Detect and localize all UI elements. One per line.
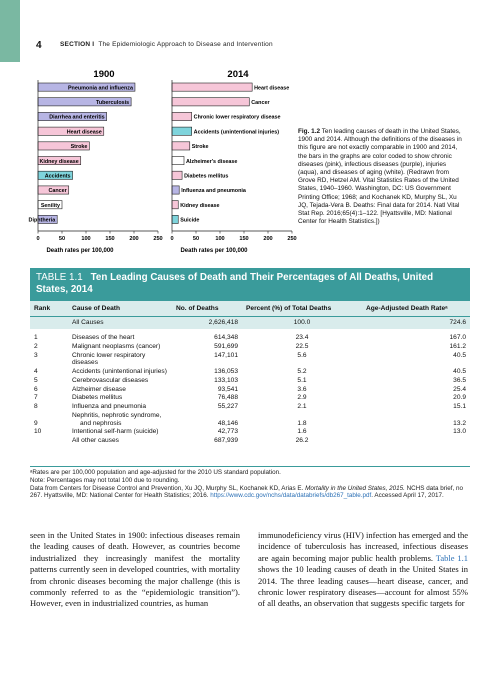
cell-deaths: 147,101 — [214, 351, 238, 359]
cell-percent: 5.1 — [297, 376, 307, 384]
x-tick-label: 0 — [36, 236, 40, 242]
table-row — [30, 403, 470, 412]
cell-rank — [30, 317, 68, 329]
col-header-percent: Percent (%) of Total Deaths — [242, 301, 362, 317]
cell-deaths: 591,699 — [214, 342, 238, 350]
bar-label: Diabetes mellitus — [184, 173, 229, 180]
table-title-bar — [30, 268, 470, 300]
cell-rate: 20.9 — [453, 394, 466, 402]
cell-deaths: 136,053 — [214, 368, 238, 376]
cell-cause: Accidents (unintentional injuries) — [72, 368, 167, 376]
bar-label: Pneumonia and influenza — [67, 85, 133, 92]
cell-rank: 1 — [34, 334, 38, 342]
cell-percent: 26.2 — [295, 437, 309, 445]
body-column-right: immunodeficiency virus (HIV) infection has emerged and the incidence of tuberculosis has increased, infectious diseases are again becoming major public health problems. Table 1.1 shows the 10 leading causes of death in the United States in 2014. The three leading causes—heart disease, cancer, and chronic lower respiratory diseases—account for almost 55% of all deaths, an observation that suggests specific targets for — [258, 530, 468, 609]
source-link[interactable]: https://www.cdc.gov/nchs/data/databriefs/db267_table.pdf — [210, 492, 372, 500]
cell-percent: 2.1 — [297, 403, 307, 411]
table-row — [30, 376, 470, 385]
cell-percent: 5.2 — [297, 368, 307, 376]
bar-label: Heart disease — [254, 85, 290, 92]
cell-rate: 36.5 — [453, 376, 466, 384]
cell-rank: 4 — [34, 368, 38, 376]
table-row — [30, 342, 470, 351]
cell-rank: 10 — [34, 428, 42, 436]
cell-cause: Influenza and pneumonia — [72, 403, 147, 411]
table-row — [30, 334, 470, 343]
bar-label: Stroke — [191, 144, 209, 151]
figure-caption-text: Ten leading causes of death in the United States, 1900 and 2014. Although the definitions of the diseases in this figure are not exactly comparable in 1900 and 2014, the bars in the graphs are color coded to show chronic diseases (pink), infectious diseases (purple), injuries (aqua), and diseases of aging (white). (Redrawn from Grove RD, Hetzel AM. Vital Statistics Rates of the United States, 1940–1960. Washington, DC: US Government Printing Office; 1968; and Kochanek KD, Murphy SL, Xu JQ, Tejada-Vera B. Deaths: Final data for 2014. Natl Vital Stat Rep. 2016;65(4):1–122. [Hyattsville, MD: National Center for Health Statistics.]) — [298, 128, 462, 226]
chart-title: 2014 — [227, 69, 249, 80]
bar-label: Senility — [40, 202, 60, 209]
page-edge-tab — [0, 0, 20, 62]
cell-rate: 724.6 — [362, 317, 470, 329]
bar — [172, 98, 249, 106]
cell-cause: Intentional self-harm (suicide) — [72, 428, 159, 436]
cell-deaths: 93,541 — [217, 385, 238, 393]
table-title: Ten Leading Causes of Death and Their Percentages of All Deaths, United States, 2014 — [36, 272, 434, 295]
bar — [172, 127, 192, 135]
cell-rank: 8 — [34, 403, 38, 411]
table-row — [30, 411, 470, 427]
bar-label: Suicide — [180, 217, 200, 224]
cell-rank: 5 — [34, 376, 38, 384]
cell-rate: 161.2 — [449, 342, 466, 350]
section-title: The Epidemiologic Approach to Disease and Intervention — [98, 41, 273, 48]
section-label: SECTION I — [60, 41, 95, 48]
figure-label: Fig. 1.2 — [298, 128, 321, 135]
col-header-rate: Age-Adjusted Death Rateᵃ — [362, 301, 470, 317]
table-row — [30, 428, 470, 437]
cell-percent: 100.0 — [242, 317, 362, 329]
bar-label: Chronic lower respiratory disease — [193, 114, 281, 121]
cell-deaths: 687,939 — [214, 437, 238, 445]
x-tick-label: 100 — [215, 236, 225, 242]
cell-rate: 15.1 — [453, 403, 466, 411]
x-tick-label: 150 — [105, 236, 115, 242]
bar — [172, 142, 190, 150]
x-tick-label: 100 — [81, 236, 91, 242]
bar-label: Accidents — [44, 173, 71, 180]
bar — [172, 215, 178, 223]
table-label: TABLE 1.1 — [36, 272, 83, 283]
cell-rate: 167.0 — [449, 334, 466, 342]
bar — [172, 83, 252, 91]
x-tick-label: 50 — [192, 236, 200, 242]
bar — [172, 157, 184, 165]
cell-rate: 13.2 — [453, 419, 466, 427]
cell-rank: 7 — [34, 394, 38, 402]
x-tick-label: 250 — [287, 236, 297, 242]
col-header-deaths: No. of Deaths — [172, 301, 242, 317]
footnote-rate: ᵃRates are per 100,000 population and age-adjusted for the 2010 US standard population. — [30, 469, 281, 476]
cell-deaths: 76,488 — [217, 394, 238, 402]
cell-percent: 3.6 — [297, 385, 307, 393]
cell-deaths: 614,348 — [214, 334, 238, 342]
table-1-1 — [30, 268, 470, 468]
bar-label: Diphtheria — [28, 217, 56, 224]
cell-deaths: 55,227 — [217, 403, 238, 411]
bar-label: Tuberculosis — [95, 100, 130, 106]
bar-label: Diarrhea and enteritis — [49, 114, 105, 121]
cell-cause: Cerebrovascular diseases — [72, 376, 149, 384]
table-reference-link[interactable]: Table 1.1 — [435, 552, 468, 563]
bar — [172, 201, 178, 209]
cell-cause: All Causes — [68, 317, 172, 329]
x-tick-label: 200 — [263, 236, 273, 242]
cell-rank: 9 — [34, 419, 38, 427]
bar-label: Cancer — [48, 188, 67, 195]
cell-rank: 3 — [34, 351, 38, 359]
table-header-row — [30, 301, 470, 317]
cell-cause: Diabetes mellitus — [72, 394, 123, 402]
bar — [172, 171, 182, 179]
x-tick-label: 0 — [170, 236, 174, 242]
cell-rate: 13.0 — [453, 428, 466, 436]
cell-percent: 1.6 — [297, 428, 307, 436]
bar-label: Alzheimer's disease — [186, 158, 238, 165]
cell-cause: All other causes — [72, 437, 119, 445]
bar-label: Kidney disease — [39, 158, 79, 165]
cell-percent: 1.8 — [297, 419, 307, 427]
bar-label: Accidents (unintentional injuries) — [193, 129, 280, 136]
cell-deaths: 42,773 — [217, 428, 238, 436]
table-row — [30, 394, 470, 403]
bar-label: Stroke — [70, 144, 88, 151]
cell-percent: 5.6 — [297, 351, 307, 359]
bar-label: Kidney disease — [180, 202, 220, 209]
table-row-all-causes — [30, 317, 470, 329]
cell-cause: Malignant neoplasms (cancer) — [72, 342, 161, 350]
cell-rate: 25.4 — [453, 385, 466, 393]
running-header — [60, 41, 273, 48]
table-row — [30, 368, 470, 377]
cell-cause: Diseases of the heart — [72, 334, 135, 342]
col-header-rank: Rank — [30, 301, 68, 317]
figure-charts — [28, 64, 297, 254]
chart-2014 — [170, 69, 296, 254]
footnote-note: Note: Percentages may not total 100 due to rounding. — [30, 476, 180, 484]
cell-rank: 2 — [34, 342, 38, 350]
bar — [172, 112, 192, 120]
chart-1900 — [29, 69, 163, 254]
x-axis-label: Death rates per 100,000 — [180, 248, 248, 254]
x-tick-label: 50 — [58, 236, 66, 242]
cell-percent: 23.4 — [295, 334, 309, 342]
x-axis-label: Death rates per 100,000 — [46, 248, 114, 254]
cell-rank: 6 — [34, 385, 38, 393]
cell-percent: 2.9 — [297, 394, 307, 402]
page-number: 4 — [36, 40, 42, 51]
cell-cause: Chronic lower respiratory diseases — [72, 351, 146, 367]
footnote-source: Data from Centers for Disease Control and Prevention, Xu JQ, Murphy SL, Kochanek KD, Arias E. Mortality in the United States, 2015. NCHS data brief, no 267. Hyattsville, MD: National Center for Health Statistics; 2016. https://www.cdc.gov/nchs/data/databriefs/db267_table.pdf. Accessed April 17, 2017. — [30, 484, 463, 500]
table-row — [30, 437, 470, 446]
table-row — [30, 351, 470, 367]
cell-deaths: 48,146 — [217, 419, 238, 427]
cell-cause: Nephritis, nephrotic syndrome, and nephrosis — [72, 412, 162, 427]
cell-rank — [30, 437, 68, 446]
bar-label: Heart disease — [66, 129, 102, 136]
cell-rate: 40.5 — [453, 351, 466, 359]
bar-label: Influenza and pneumonia — [181, 188, 246, 195]
cell-rate — [362, 437, 470, 446]
cell-rate: 40.5 — [453, 368, 466, 376]
chart-title: 1900 — [93, 69, 115, 80]
cell-percent: 22.5 — [295, 342, 309, 350]
bar-label: Cancer — [251, 100, 270, 106]
x-tick-label: 200 — [129, 236, 139, 242]
data-table — [30, 300, 470, 445]
cell-deaths: 2,626,418 — [172, 317, 242, 329]
table-row — [30, 385, 470, 394]
figure-caption — [298, 128, 466, 226]
bar — [172, 186, 179, 194]
x-tick-label: 150 — [239, 236, 249, 242]
body-column-left: seen in the United States in 1900: infectious diseases remain the leading causes of death. However, as countries become industrialized they increasingly manifest the mortality patterns currently seen in developed countries, with mortality from chronic diseases becoming the major challenge (this is commonly referred to as the “epidemiologic transition”). However, even in industrialized countries, as human — [30, 530, 240, 609]
col-header-cause: Cause of Death — [68, 301, 172, 317]
x-tick-label: 250 — [153, 236, 163, 242]
table-footnotes — [30, 466, 470, 500]
cell-cause: Alzheimer disease — [72, 385, 126, 393]
cell-deaths: 133,103 — [214, 376, 238, 384]
